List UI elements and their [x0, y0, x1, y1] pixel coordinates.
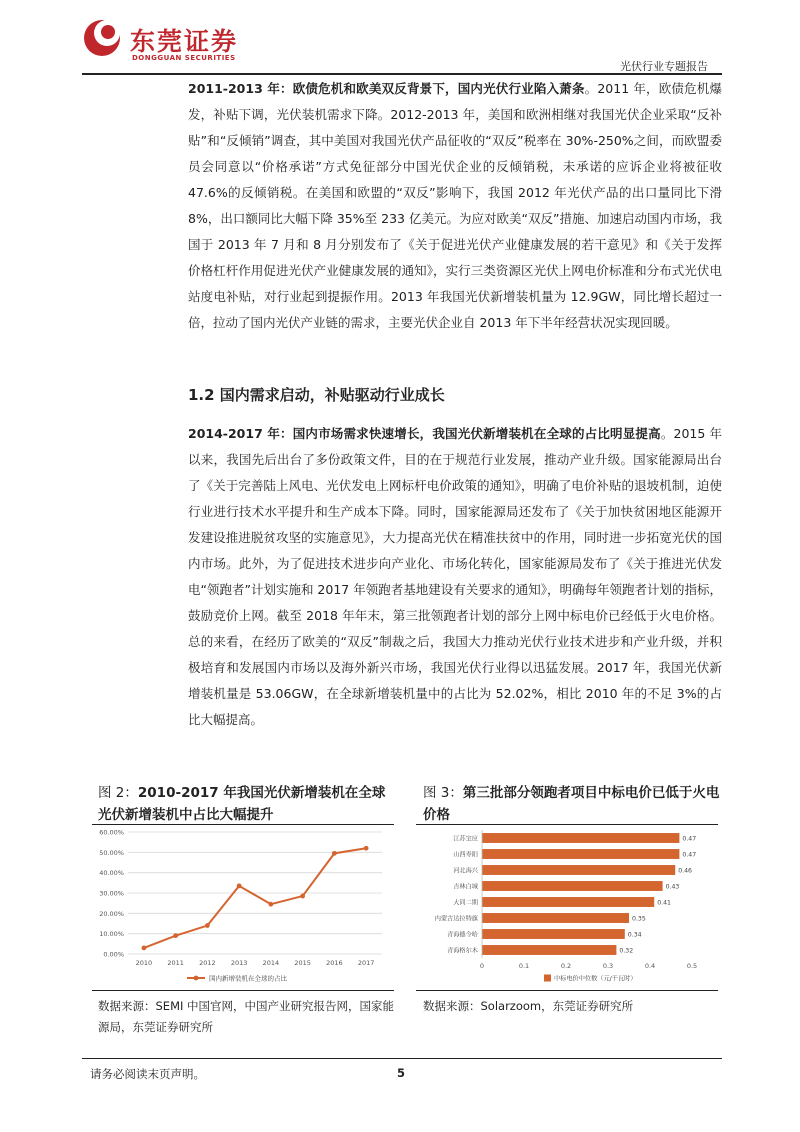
figure-3-source: 数据来源：Solarzoom，东莞证券研究所 — [423, 999, 634, 1013]
bar — [482, 865, 675, 875]
x-tick-label: 2016 — [326, 959, 343, 967]
y-tick-label: 10.00% — [99, 930, 124, 939]
figure-2-number: 图 2： — [98, 785, 138, 801]
bar — [482, 881, 663, 891]
bar — [482, 897, 654, 907]
bar — [482, 929, 625, 939]
value-label: 0.34 — [627, 931, 642, 939]
category-label: 青海格尔木 — [447, 947, 478, 955]
footer-disclaimer: 请务必阅读末页声明。 — [90, 1067, 205, 1081]
category-label: 山西寿阳 — [453, 851, 478, 859]
figure-3-title-text: 第三批部分领跑者项目中标电价已低于火电价格 — [423, 785, 720, 823]
figure-2-title — [98, 782, 398, 826]
bar — [482, 849, 679, 859]
value-label: 0.47 — [682, 851, 697, 859]
data-point — [205, 923, 210, 928]
value-label: 0.41 — [657, 899, 671, 907]
y-tick-label: 40.00% — [99, 869, 124, 878]
category-label: 青海德令哈 — [447, 931, 478, 939]
paragraph-body: 。2011 年，欧债危机爆发，补贴下调，光伏装机需求下降。2012-2013 年，美国和欧洲相继对我国光伏企业采取“反补贴”和“反倾销”调查，其中美国对我国光伏产品征收的“双反”税率在 30%-250%之间，而欧盟委员会同意以“价格承诺”方式免征部分中国光伏企业的反倾销税，未承诺的应诉企业将被征收 47.6%的反倾销税。在美国和欧盟的“双反”影响下，我国 2012 年光伏产品的出口量同比下滑 8%，出口额同比大幅下降 35%至 233 亿美元。为应对欧美“双反”措施、加速启动国内市场，我国于 2013 年 7 月和 8 月分别发布了《关于促进光伏产业健康发展的若干意见》和《关于发挥价格杠杆作用促进光伏产业健康发展的通知》，实行三类资源区光伏上网电价标准和分布式光伏电站度电补贴，对行业起到提振作用。2013 年我国光伏新增装机量为 12.9GW，同比增长超过一倍，拉动了国内光伏产业链的需求，主要光伏企业自 2013 年下半年经营状况实现回暖。 — [188, 81, 722, 330]
figure-2-chart — [92, 826, 394, 990]
bar — [482, 833, 679, 843]
y-tick-label: 50.00% — [99, 848, 124, 857]
category-label: 河北海兴 — [453, 867, 478, 875]
section-title: 1.2 国内需求启动，补贴驱动行业成长 — [188, 386, 445, 404]
figure-3-rule — [416, 824, 718, 825]
x-tick-label: 2011 — [167, 959, 184, 967]
x-tick-label: 2013 — [230, 959, 248, 967]
figure-3-number: 图 3： — [423, 785, 463, 801]
x-tick-label: 2012 — [199, 959, 216, 967]
x-tick-label: 0 — [479, 962, 485, 970]
paragraph-2014-2017 — [188, 421, 722, 733]
brand-name-en: DONGGUAN SECURITIES — [132, 54, 236, 62]
paragraph-2011-2013 — [188, 76, 722, 336]
figure-2-rule — [92, 824, 394, 825]
y-tick-label: 0.00% — [103, 950, 124, 959]
category-label: 江苏宝应 — [453, 835, 478, 843]
data-point — [364, 846, 369, 851]
brand-name-cn: 东莞证券 — [130, 27, 239, 56]
value-label: 0.43 — [665, 883, 680, 891]
paragraph-lead: 2014-2017 年：国内市场需求快速增长，我国光伏新增装机在全球的占比明显提高 — [188, 426, 661, 441]
figure-3-bottom-rule — [416, 990, 718, 991]
value-label: 0.32 — [619, 947, 634, 955]
data-point — [300, 894, 305, 899]
bar — [482, 913, 629, 923]
y-tick-label: 20.00% — [99, 909, 124, 918]
legend-label: 国内新增装机在全球的占比 — [209, 974, 287, 983]
figure-3-chart — [416, 826, 718, 994]
x-tick-label: 0.3 — [602, 962, 614, 970]
category-label: 吉林白城 — [453, 883, 478, 891]
data-point — [237, 883, 242, 888]
paragraph-body: 。2015 年以来，我国先后出台了多份政策文件，目的在于规范行业发展，推动产业升级。国家能源局出台了《关于完善陆上风电、光伏发电上网标杆电价政策的通知》，明确了电价补贴的退坡机制，迫使行业进行技术水平提升和生产成本下降。同时，国家能源局还发布了《关于加快贫困地区能源开发建设推进脱贫攻坚的实施意见》，大力提高光伏在精准扶贫中的作用，同时进一步拓宽光伏的国内市场。此外，为了促进技术进步向产业化、市场化转化，国家能源局发布了《关于推进光伏发电“领跑者”计划实施和 2017 年领跑者基地建设有关要求的通知》，明确每年领跑者计划的指标，鼓励竞价上网。截至 2018 年年末，第三批领跑者计划的部分上网中标电价已经低于火电价格。总的来看，在经历了欧美的“双反”制裁之后，我国大力推动光伏行业技术进步和产业升级，并积极培育和发展国内市场以及海外新兴市场，我国光伏行业得以迅猛发展。2017 年，我国光伏新增装机量是 53.06GW，在全球新增装机量中的占比为 52.02%，相比 2010 年的不足 3%的占比大幅提高。 — [188, 426, 722, 727]
value-label: 0.47 — [682, 835, 697, 843]
x-tick-label: 0.2 — [560, 962, 572, 970]
footer-divider — [82, 1058, 722, 1059]
paragraph-lead: 2011-2013 年：欧债危机和欧美双反背景下，国内光伏行业陷入萧条 — [188, 81, 585, 96]
brand-logo-icon — [82, 18, 122, 58]
y-tick-label: 30.00% — [99, 889, 124, 898]
data-point — [332, 851, 337, 856]
figure-2-bottom-rule — [92, 990, 394, 991]
figure-2-title-text: 2010-2017 年我国光伏新增装机在全球光伏新增装机中占比大幅提升 — [98, 785, 386, 823]
x-tick-label: 2014 — [262, 959, 280, 967]
x-tick-label: 2015 — [294, 959, 311, 967]
figure-3-title — [423, 782, 723, 826]
x-tick-label: 2017 — [357, 959, 375, 967]
series-line — [144, 848, 366, 948]
page-number: 5 — [397, 1066, 406, 1080]
report-type: 光伏行业专题报告 — [620, 60, 708, 73]
y-tick-label: 60.00% — [99, 828, 124, 837]
figure-2-source: 数据来源：SEMI 中国官网，中国产业研究报告网，国家能源局，东莞证券研究所 — [98, 999, 395, 1034]
legend-marker — [194, 976, 199, 981]
value-label: 0.46 — [678, 867, 692, 875]
category-label: 大同二期 — [453, 899, 478, 907]
value-label: 0.35 — [632, 915, 646, 923]
data-point — [268, 902, 273, 907]
header-divider — [82, 73, 722, 75]
x-tick-label: 2010 — [135, 959, 153, 967]
legend-label: 中标电价中位数（元/千瓦时） — [554, 975, 637, 983]
x-tick-label: 0.4 — [644, 962, 656, 970]
category-label: 内蒙古达拉特旗 — [434, 915, 478, 923]
x-tick-label: 0.1 — [518, 962, 530, 970]
legend-swatch — [544, 975, 551, 982]
data-point — [141, 946, 146, 951]
x-tick-label: 0.5 — [686, 962, 698, 970]
data-point — [173, 933, 178, 938]
bar — [482, 945, 616, 955]
